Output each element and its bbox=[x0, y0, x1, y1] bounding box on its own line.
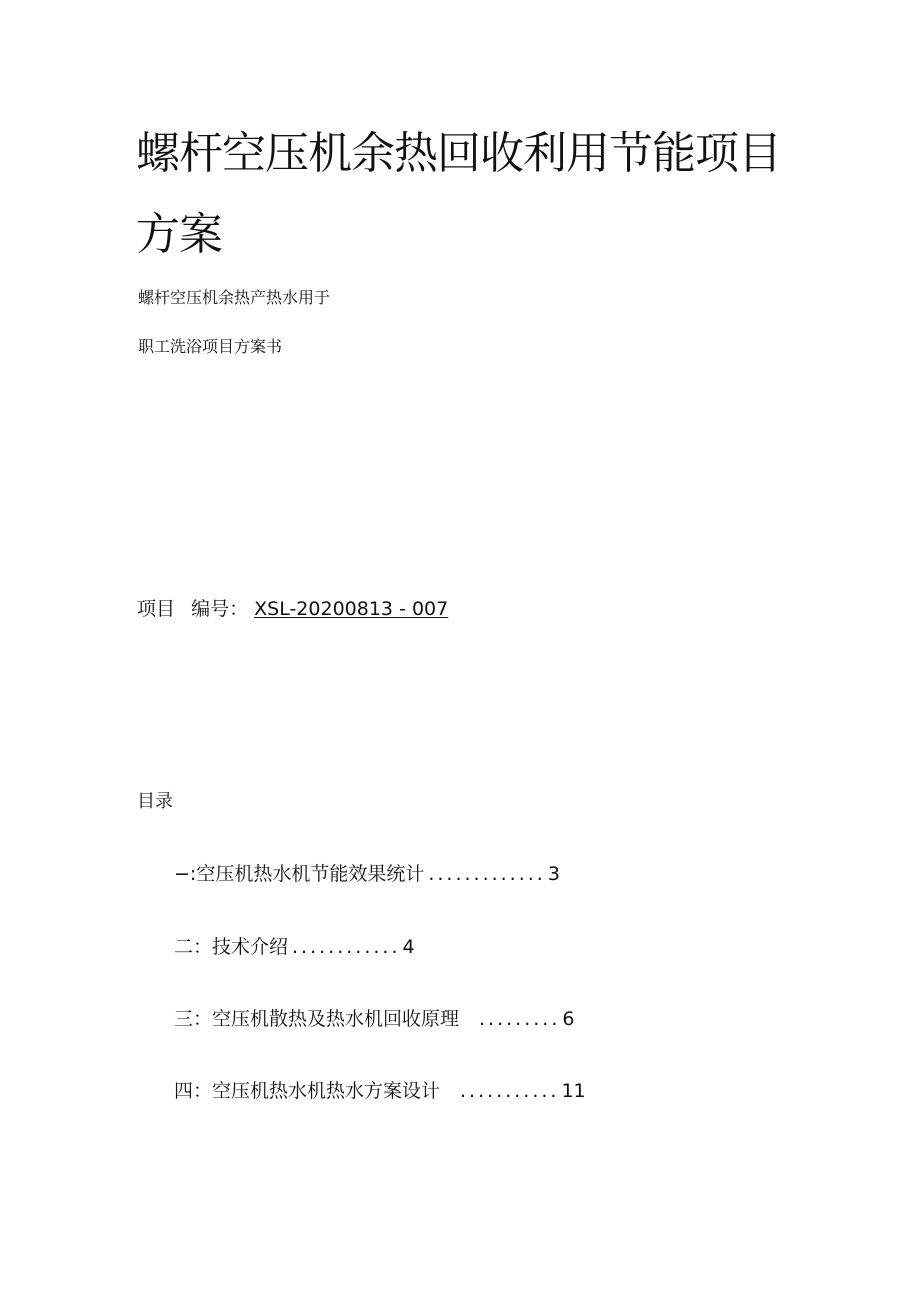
project-number-code: XSL-20200813 - 007 bbox=[254, 598, 449, 620]
toc-entry-page: 4 bbox=[402, 936, 415, 958]
document-title-line-1: 螺杆空压机余热回收利用节能项目 bbox=[136, 128, 781, 179]
project-number-label-1: 项目 bbox=[137, 598, 176, 620]
subtitle-line-1: 螺杆空压机余热产热水用于 bbox=[138, 288, 331, 307]
toc-entry-label: 二：技术介绍 bbox=[174, 936, 289, 958]
toc-entry-label: 三：空压机散热及热水机回收原理 bbox=[174, 1008, 460, 1030]
toc-entry[interactable] bbox=[174, 1078, 586, 1104]
project-number-label-2: 编号： bbox=[191, 598, 249, 620]
toc-entry-page: 6 bbox=[562, 1008, 575, 1030]
toc-entry-leader: ............. bbox=[428, 863, 546, 885]
toc-entry-leader: ............ bbox=[292, 936, 401, 958]
toc-entry-page: 3 bbox=[547, 863, 560, 885]
toc-heading: 目录 bbox=[137, 791, 173, 812]
toc-entry[interactable] bbox=[174, 934, 415, 960]
subtitle-line-2: 职工洗浴项目方案书 bbox=[138, 337, 283, 356]
toc-entry-leader: ........... bbox=[460, 1080, 560, 1102]
toc-entry-label: −:空压机热水机节能效果统计 bbox=[174, 863, 425, 885]
toc-entry[interactable] bbox=[174, 1006, 574, 1032]
toc-entry[interactable] bbox=[174, 861, 560, 887]
project-number bbox=[137, 596, 448, 622]
toc-entry-leader: ......... bbox=[479, 1008, 561, 1030]
document-title-line-2: 方案 bbox=[136, 209, 222, 260]
toc-entry-page: 11 bbox=[561, 1080, 586, 1102]
toc-entry-label: 四：空压机热水机热水方案设计 bbox=[174, 1080, 441, 1102]
